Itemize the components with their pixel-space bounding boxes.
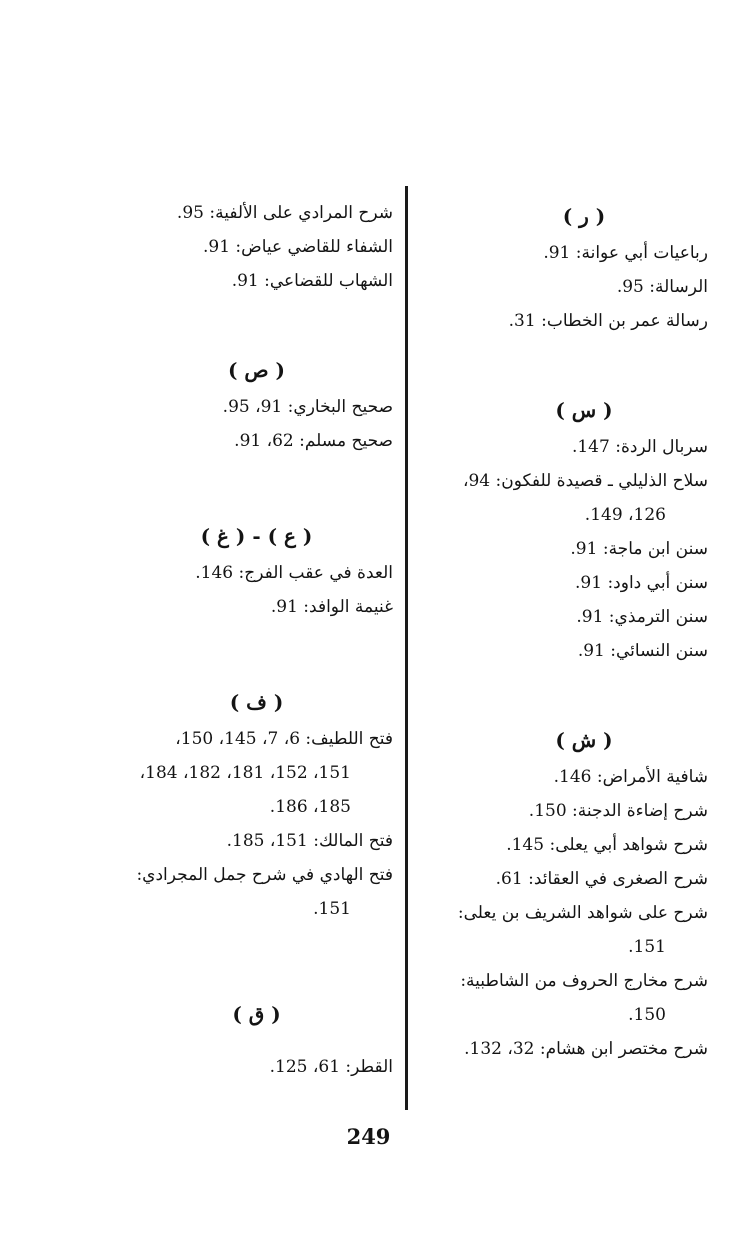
- index-entry: شرح شواهد أبي يعلى: 145.: [506, 835, 708, 855]
- left-column: [60, 196, 393, 1084]
- index-entry: سنن الترمذي: 91.: [576, 607, 708, 627]
- section-header-ra: ( ر ): [562, 204, 606, 228]
- index-entry: رسالة عمر بن الخطاب: 31.: [508, 311, 708, 331]
- column-divider: [405, 186, 408, 1110]
- index-entry: شرح الصغرى في العقائد: 61.: [495, 869, 708, 889]
- index-entry-continuation: 150.: [628, 1005, 666, 1025]
- index-entry: سلاح الذليلي ـ قصيدة للفكون: 94،: [462, 471, 708, 491]
- section-header-sad: ( ص ): [227, 358, 286, 382]
- right-column: [430, 196, 708, 1066]
- index-entry: رباعيات أبي عوانة: 91.: [543, 243, 708, 263]
- index-entry: فتح اللطيف: 6، 7، 145، 150،: [175, 729, 393, 749]
- index-entry: شرح على شواهد الشريف بن يعلى:: [457, 903, 708, 923]
- index-entry: العدة في عقب الفرج: 146.: [195, 563, 393, 583]
- section-header-shin: ( ش ): [555, 728, 613, 752]
- index-entry: شرح إضاءة الدجنة: 150.: [528, 801, 708, 821]
- section-header-ain-ghain: ( ع ) - ( غ ): [200, 524, 313, 548]
- index-entry-continuation: 151.: [313, 899, 351, 919]
- index-entry: الرسالة: 95.: [616, 277, 708, 297]
- page-number: 249: [346, 1124, 391, 1149]
- index-entry: سربال الردة: 147.: [571, 437, 708, 457]
- index-entry-continuation: 126، 149.: [584, 505, 666, 525]
- index-entry-continuation: 151.: [628, 937, 666, 957]
- index-entry: الشفاء للقاضي عياض: 91.: [202, 237, 393, 257]
- index-entry: فتح الهادي في شرح جمل المجرادي:: [136, 865, 393, 885]
- index-entry: سنن أبي داود: 91.: [575, 573, 708, 593]
- section-header-fa: ( ف ): [229, 690, 284, 714]
- index-entry: القطر: 61، 125.: [269, 1057, 393, 1077]
- index-entry: صحيح مسلم: 62، 91.: [234, 431, 393, 451]
- index-entry: شرح مخارج الحروف من الشاطبية:: [460, 971, 708, 991]
- index-entry: صحيح البخاري: 91، 95.: [222, 397, 393, 417]
- index-entry: الشهاب للقضاعي: 91.: [231, 271, 393, 291]
- index-entry: سنن ابن ماجة: 91.: [570, 539, 708, 559]
- index-entry: فتح المالك: 151، 185.: [226, 831, 393, 851]
- index-entry: شرح المرادي على الألفية: 95.: [176, 203, 393, 223]
- index-entry: سنن النسائي: 91.: [577, 641, 708, 661]
- index-entry-continuation: 185، 186.: [269, 797, 351, 817]
- section-header-qaf: ( ق ): [232, 1002, 281, 1026]
- index-entry-continuation: 151، 152، 181، 182، 184،: [139, 763, 351, 783]
- index-entry: شافية الأمراض: 146.: [553, 767, 708, 787]
- index-entry: غنيمة الوافد: 91.: [270, 597, 393, 617]
- index-entry: شرح مختصر ابن هشام: 32، 132.: [464, 1039, 708, 1059]
- section-header-sin: ( س ): [555, 398, 613, 422]
